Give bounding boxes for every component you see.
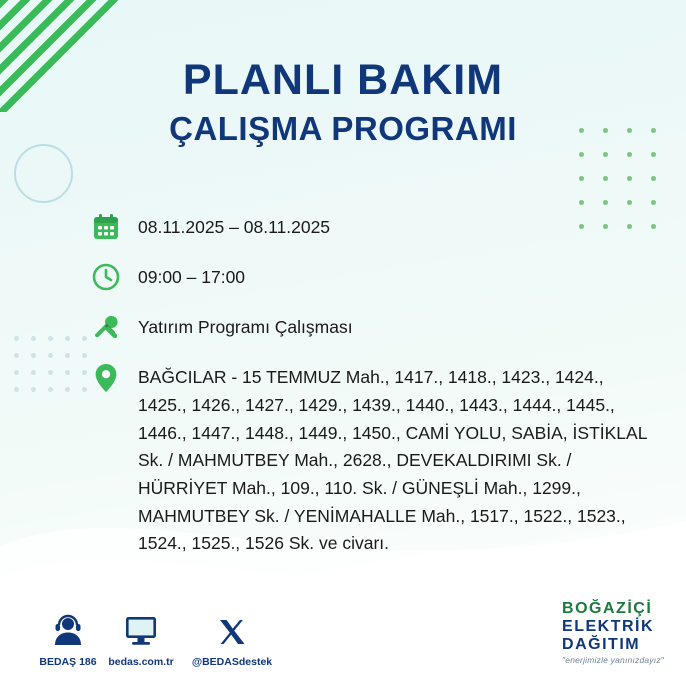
- location-pin-icon: [92, 362, 138, 393]
- work-type-text: Yatırım Programı Çalışması: [138, 317, 353, 338]
- footer-label-phone: BEDAŞ 186: [39, 656, 97, 668]
- brand-line-3: DAĞITIM: [562, 635, 641, 653]
- footer-label-website: bedas.com.tr: [108, 656, 174, 668]
- title-line-1: PLANLI BAKIM: [182, 56, 504, 104]
- headset-support-icon: [51, 613, 85, 647]
- detail-row-date: [92, 212, 652, 241]
- x-twitter-icon: [217, 617, 247, 647]
- decorative-dot-grid-left: [14, 336, 87, 392]
- clock-icon: [92, 262, 138, 291]
- page-title: [0, 58, 686, 148]
- detail-row-time: [92, 262, 652, 291]
- title-line-2: ÇALIŞMA PROGRAMI: [169, 109, 517, 147]
- calendar-icon: [92, 212, 138, 241]
- address-text: BAĞCILAR - 15 TEMMUZ Mah., 1417., 1418., 1423., 1424., 1425., 1426., 1427., 1429., 1439., 1440., 1443., 1444., 1445., 1446., 1447., 1448., 1449., 1450., CAMİ YOLU, SABİA, İSTİKLAL Sk. / MAHMUTBEY Mah., 2628., DEVEKALDIRIMI Sk. / HÜRRİYET Mah., 109., 110. Sk. / GÜNEŞLİ Mah., 1299., MAHMUTBEY Sk. / YENİMAHALLE Mah., 1517., 1522., 1523., 1524., 1525., 1526 Sk. ve civarı.: [138, 367, 647, 554]
- detail-row-work-type: [92, 312, 652, 341]
- brand-slogan: "enerjimizle yanınızdayız": [562, 655, 664, 666]
- date-range-text: 08.11.2025 – 08.11.2025: [138, 217, 331, 237]
- decorative-circle: [14, 144, 73, 203]
- footer-label-social: @BEDASdestek: [191, 656, 273, 668]
- brand-logo: [562, 600, 664, 666]
- time-range-text: 09:00 – 17:00: [138, 267, 246, 288]
- brand-line-2: ELEKTRİK: [562, 617, 655, 635]
- detail-row-address: [92, 362, 652, 557]
- monitor-website-icon: [123, 615, 159, 647]
- footer-item-social[interactable]: [172, 617, 292, 668]
- footer: [0, 599, 686, 668]
- brand-line-1: BOĞAZİÇİ: [562, 599, 653, 617]
- details-list: [92, 212, 652, 579]
- tools-icon: [92, 312, 138, 341]
